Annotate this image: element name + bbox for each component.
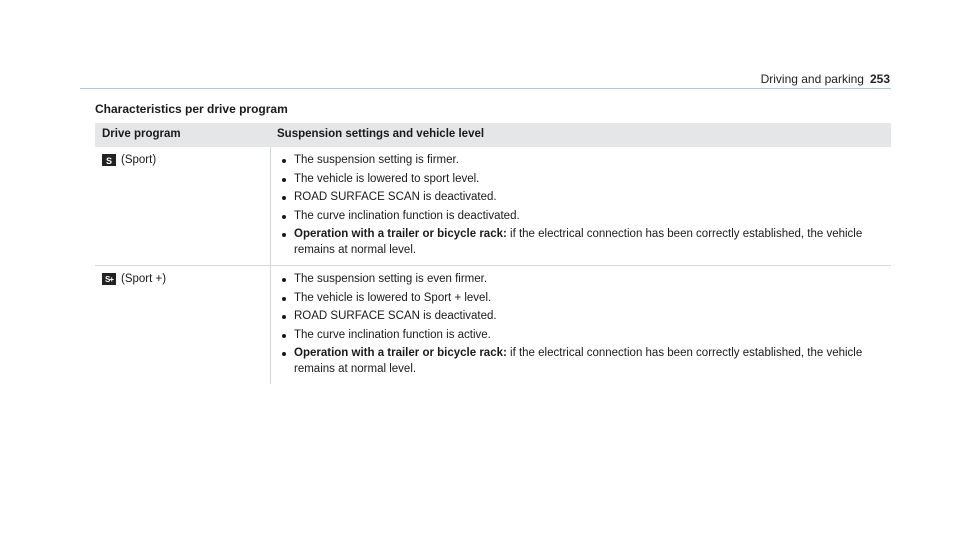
sport-plus-mode-icon: S+ [102, 273, 116, 285]
list-item: The curve inclination function is deactivated. [278, 209, 885, 225]
settings-list [278, 153, 885, 258]
settings-cell [270, 266, 891, 384]
drive-program-label: (Sport +) [121, 273, 167, 285]
header-drive-program: Drive program [102, 128, 181, 141]
header-rule [80, 88, 891, 89]
chapter-title: Driving and parking [760, 72, 864, 86]
settings-list [278, 272, 885, 377]
table-header [95, 123, 891, 147]
page-number: 253 [869, 72, 890, 86]
table-row [95, 147, 891, 265]
list-item: ROAD SURFACE SCAN is deactivated. [278, 190, 885, 206]
list-item: The suspension setting is firmer. [278, 153, 885, 169]
list-item: The vehicle is lowered to sport level. [278, 172, 885, 188]
drive-program-cell [95, 147, 270, 265]
table-row [95, 265, 891, 384]
list-item: Operation with a trailer or bicycle rack: if the electrical connection has been correctly established, the vehicle remains at normal level. [278, 227, 885, 258]
list-item: The curve inclination function is active. [278, 328, 885, 344]
drive-program-cell [95, 266, 270, 384]
drive-program-table [95, 123, 891, 384]
sport-mode-icon: S [102, 154, 116, 166]
settings-cell [270, 147, 891, 265]
list-item: Operation with a trailer or bicycle rack: if the electrical connection has been correctly established, the vehicle remains at normal level. [278, 346, 885, 377]
header-suspension-settings: Suspension settings and vehicle level [277, 128, 485, 141]
drive-program-label: (Sport) [121, 154, 157, 166]
list-item: The vehicle is lowered to Sport + level. [278, 291, 885, 307]
list-item: ROAD SURFACE SCAN is deactivated. [278, 309, 885, 325]
section-title: Characteristics per drive program [95, 102, 288, 116]
running-head [761, 72, 890, 86]
list-item: The suspension setting is even firmer. [278, 272, 885, 288]
